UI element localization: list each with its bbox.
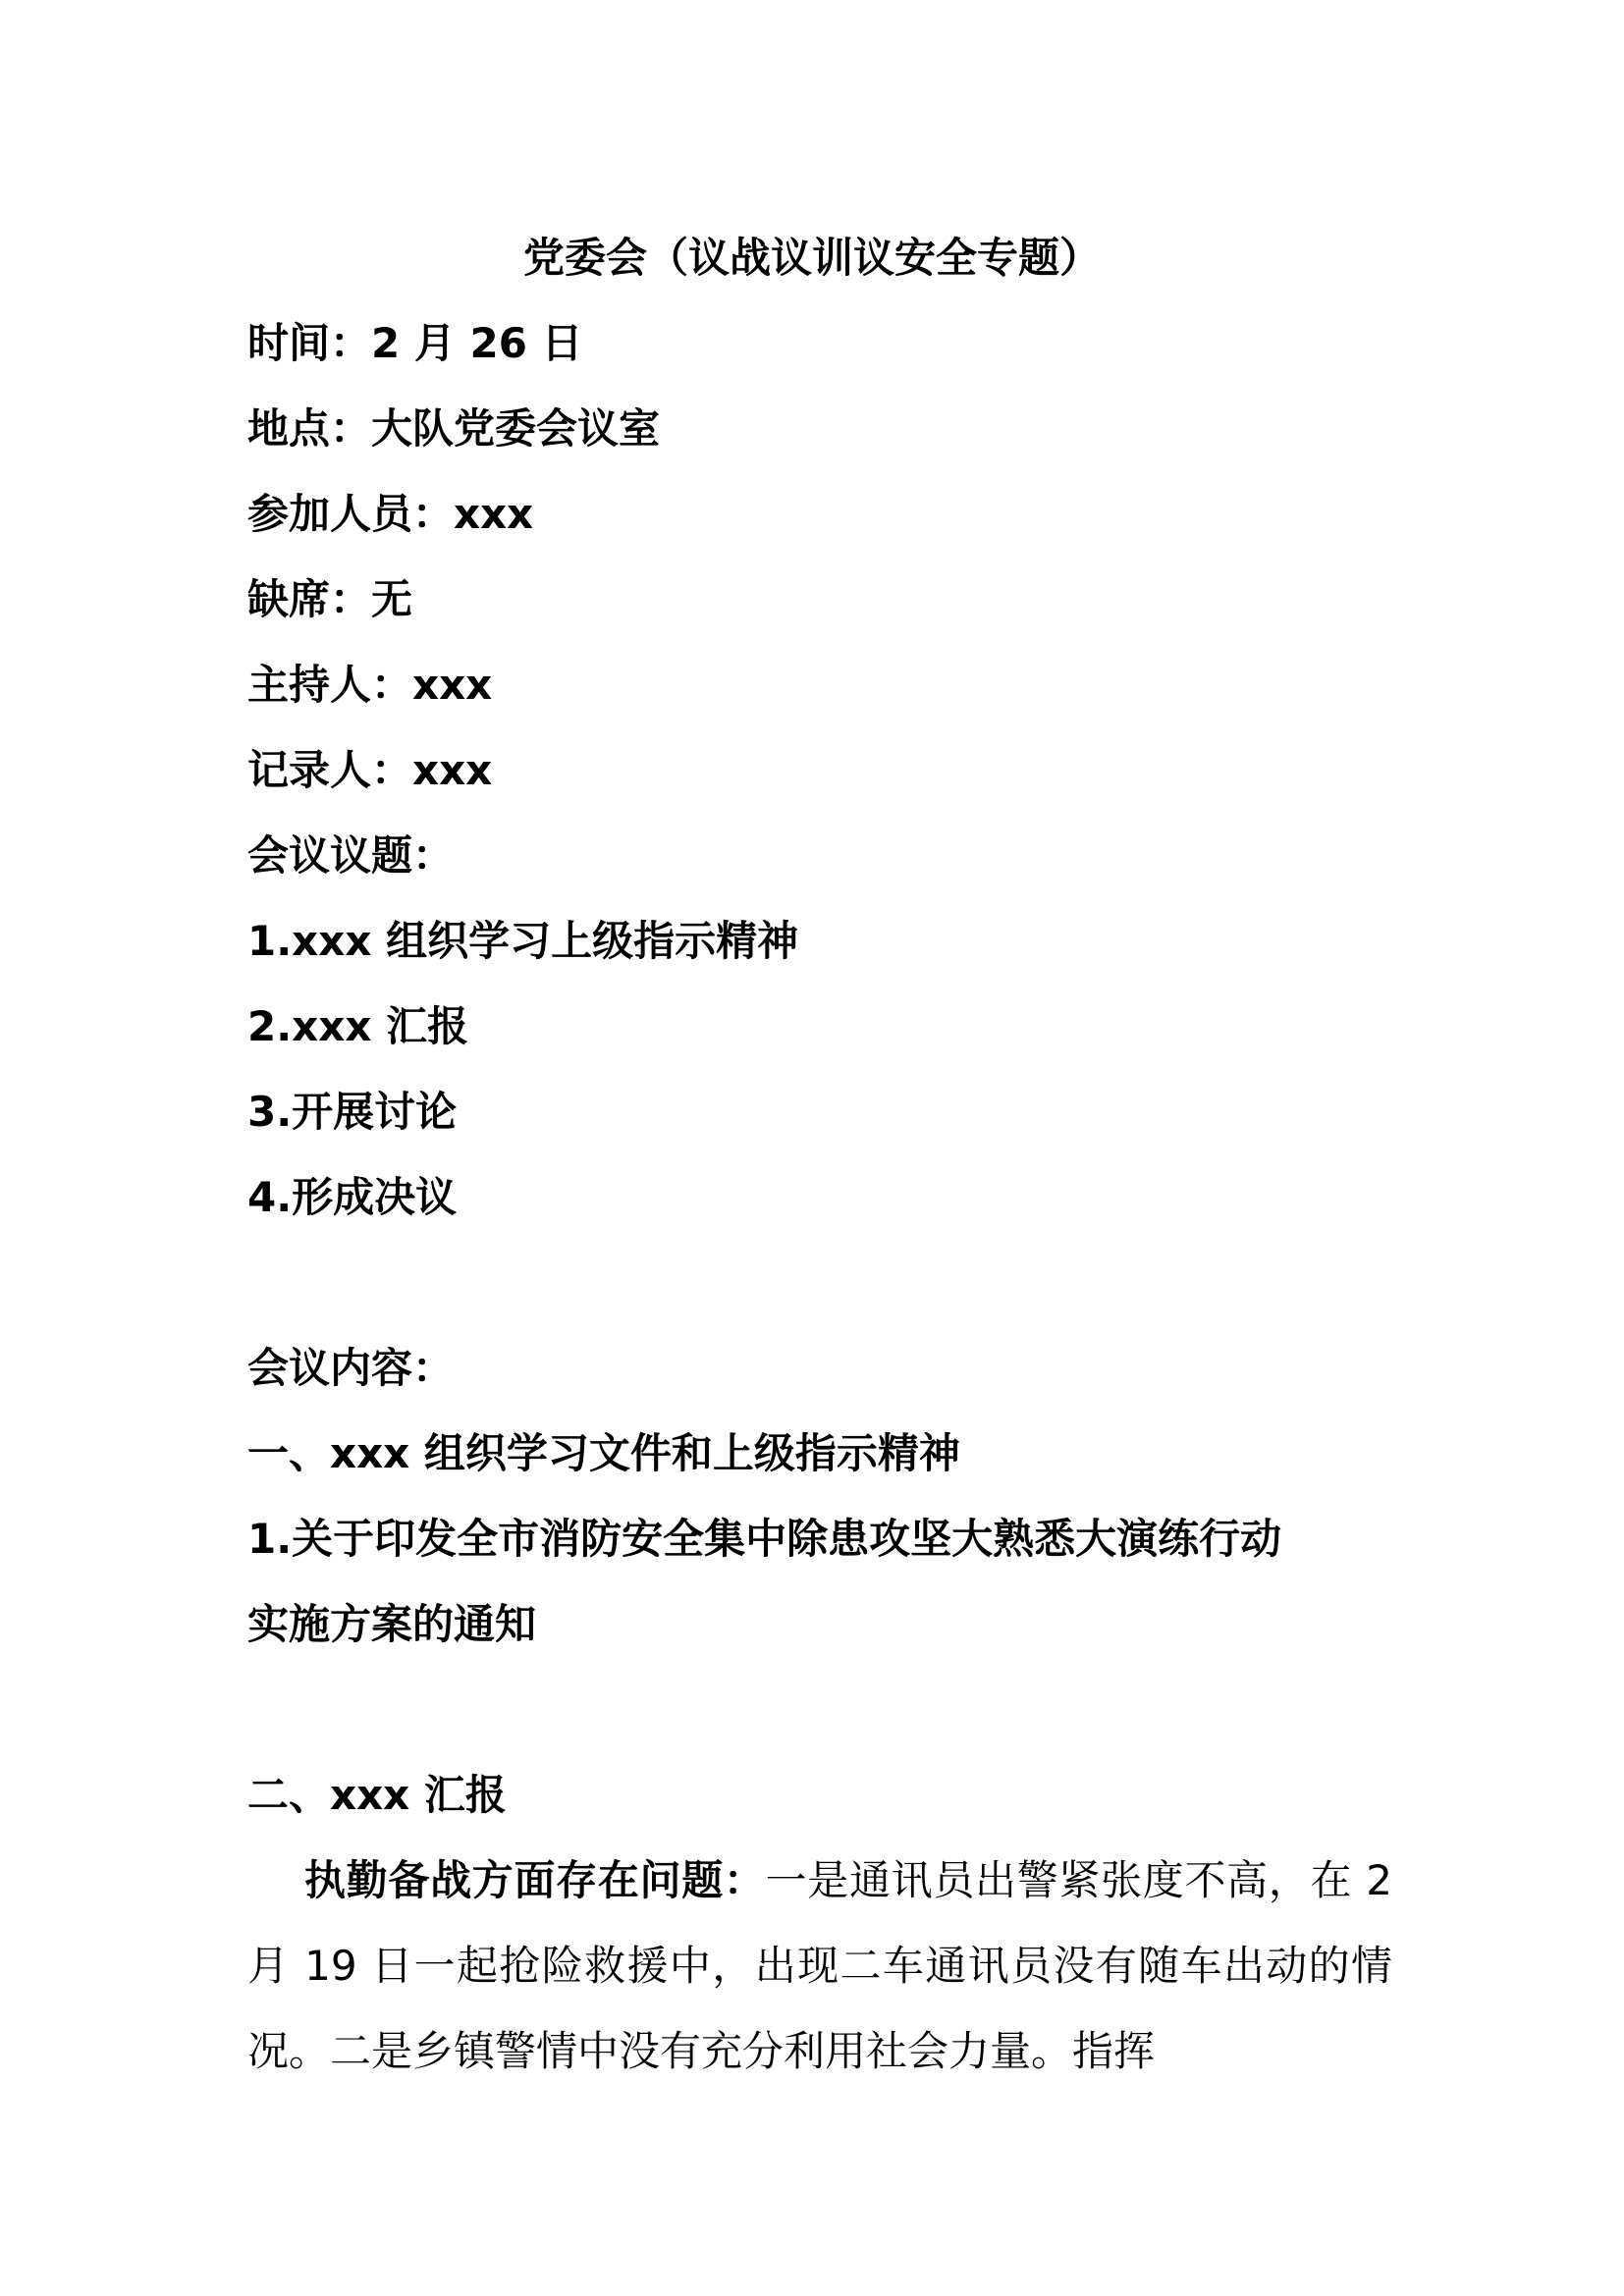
agenda-item: 2.xxx 汇报 xyxy=(247,1002,469,1050)
section-2-paragraph-lead: 执勤备战方面存在问题： xyxy=(304,1856,766,1904)
section-2-paragraph xyxy=(247,1838,1392,2094)
meeting-time: 时间：2 月 26 日 xyxy=(247,319,583,367)
document-title: 党委会（议战议训议安全专题） xyxy=(522,234,1101,282)
meeting-absent: 缺席：无 xyxy=(247,575,413,623)
content-heading: 会议内容： xyxy=(247,1344,455,1392)
section-1-item-1-line-1: 1.关于印发全市消防安全集中除患攻坚大熟悉大演练行动 xyxy=(247,1515,1282,1563)
meeting-attendees: 参加人员：xxx xyxy=(247,490,534,538)
meeting-recorder: 记录人：xxx xyxy=(247,746,493,794)
section-1-item-1-line-2: 实施方案的通知 xyxy=(247,1600,537,1648)
meeting-location: 地点：大队党委会议室 xyxy=(247,404,661,453)
section-2-paragraph-text: 一是通讯员出警紧张度不高，在 2 月 19 日一起抢险救援中，出现二车通讯员没有随车出动的情况。二是乡镇警情中没有充分利用社会力量。指挥 xyxy=(247,1856,1392,2075)
agenda-item: 4.形成决议 xyxy=(247,1173,458,1221)
agenda-heading: 会议议题： xyxy=(247,831,455,880)
agenda-item: 3.开展讨论 xyxy=(247,1088,458,1136)
agenda-item: 1.xxx 组织学习上级指示精神 xyxy=(247,917,799,965)
section-1-heading: 一、xxx 组织学习文件和上级指示精神 xyxy=(247,1429,960,1477)
section-2-heading: 二、xxx 汇报 xyxy=(247,1771,507,1819)
meeting-host: 主持人：xxx xyxy=(247,661,493,709)
